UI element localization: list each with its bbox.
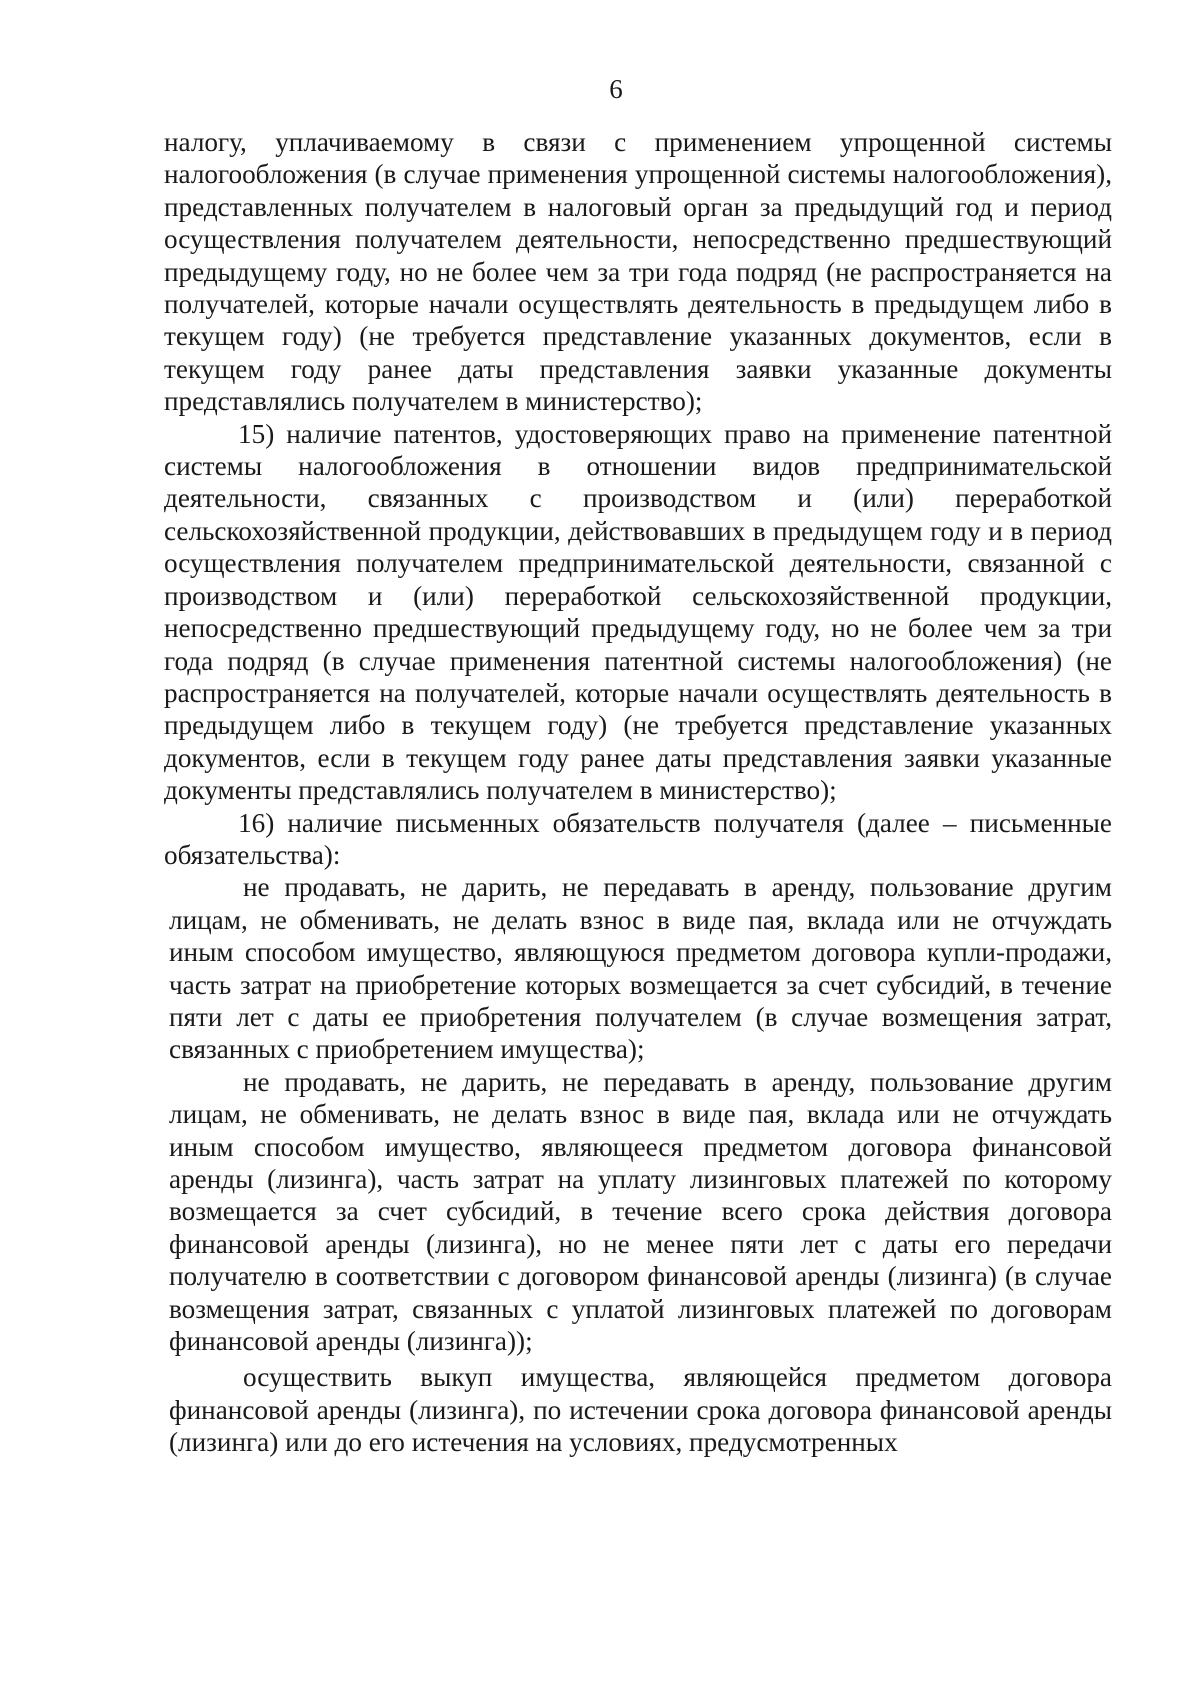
paragraph-obligation-leasing: не продавать, не дарить, не передавать в аренду, пользование другим лицам, не обменивать, не делать взнос в виде пая, вклада или не отчуждать иным способом имущество, являющееся предметом договора финансовой аренды (лизинга), часть затрат на уплату лизинговых платежей по которому возмещается за счет субсидий, в течение всего срока действия договора финансовой аренды (лизинга), но не менее пяти лет с даты его передачи получателю в соответствии с договором финансовой аренды (лизинга) (в случае возмещения затрат, связанных с уплатой лизинговых платежей по договорам финансовой аренды (лизинга));	[169, 1066, 1112, 1357]
paragraph-obligation-buyout: осуществить выкуп имущества, являющейся предметом договора финансовой аренды (лизинга), по истечении срока договора финансовой аренды (лизинга) или до его истечения на условиях, предусмотренных	[169, 1362, 1112, 1458]
paragraph-item-16-written-obligations: 16) наличие письменных обязательств получателя (далее – письменные обязательства):	[164, 807, 1112, 870]
document-body	[164, 126, 1112, 1459]
page-number: 6	[609, 74, 623, 104]
paragraph-item-15-patents: 15) наличие патентов, удостоверяющих право на применение патентной системы налогообложения в отношении видов предпринимательской деятельности, связанных с производством и (или) переработкой сельскохозяйственной продукции, действовавших в предыдущем году и в период осуществления получателем предпринимательской деятельности, связанной с производством и (или) переработкой сельскохозяйственной продукции, непосредственно предшествующий предыдущему году, но не более чем за три года подряд (в случае применения патентной системы налогообложения) (не распространяется на получателей, которые начали осуществлять деятельность в предыдущем либо в текущем году) (не требуется представление указанных документов, если в текущем году ранее даты представления заявки указанные документы представлялись получателем в министерство);	[164, 418, 1112, 806]
paragraph-obligation-purchase: не продавать, не дарить, не передавать в аренду, пользование другим лицам, не обменивать, не делать взнос в виде пая, вклада или не отчуждать иным способом имущество, являющуюся предметом договора купли-продажи, часть затрат на приобретение которых возмещается за счет субсидий, в течение пяти лет с даты ее приобретения получателем (в случае возмещения затрат, связанных с приобретением имущества);	[169, 872, 1112, 1065]
paragraph-tax-simplified-system: налогу, уплачиваемому в связи с применением упрощенной системы налогообложения (в случае применения упрощенной системы налогообложения), представленных получателем в налоговый орган за предыдущий год и период осуществления получателем деятельности, непосредственно предшествующий предыдущему году, но не более чем за три года подряд (не распространяется на получателей, которые начали осуществлять деятельность в предыдущем либо в текущем году) (не требуется представление указанных документов, если в текущем году ранее даты представления заявки указанные документы представлялись получателем в министерство);	[164, 127, 1112, 417]
